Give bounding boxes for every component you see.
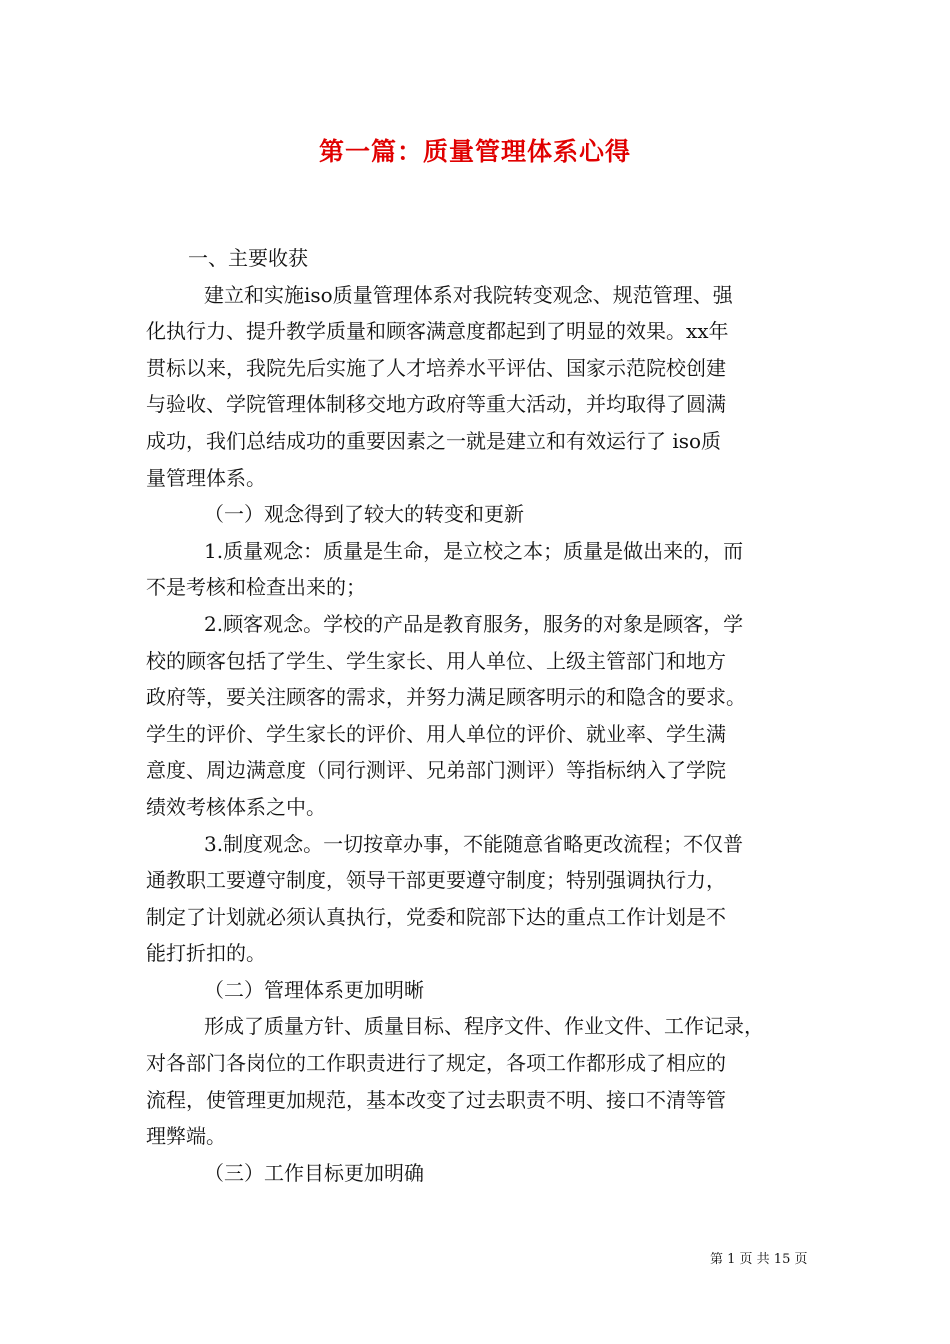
paragraph-line: 成功，我们总结成功的重要因素之一就是建立和有效运行了 iso质	[146, 428, 722, 453]
subheading-work-goals: （三）工作目标更加明确	[204, 1160, 424, 1185]
paragraph-line: 形成了质量方针、质量目标、程序文件、作业文件、工作记录，	[204, 1014, 764, 1039]
paragraph-line: 量管理体系。	[146, 465, 266, 490]
paragraph-line: 贯标以来，我院先后实施了人才培养水平评估、国家示范院校创建	[146, 355, 726, 380]
paragraph-line: 建立和实施iso质量管理体系对我院转变观念、规范管理、强	[204, 282, 733, 307]
paragraph-line: 意度、周边满意度（同行测评、兄弟部门测评）等指标纳入了学院	[146, 758, 726, 783]
paragraph-line: 化执行力、提升教学质量和顾客满意度都起到了明显的效果。xx年	[146, 319, 729, 344]
paragraph-line: 3.制度观念。一切按章办事，不能随意省略更改流程；不仅普	[204, 831, 744, 856]
paragraph-line: 2.顾客观念。学校的产品是教育服务，服务的对象是顾客，学	[204, 611, 744, 636]
paragraph-line: 流程，使管理更加规范，基本改变了过去职责不明、接口不清等管	[146, 1087, 726, 1112]
paragraph-line: 对各部门各岗位的工作职责进行了规定，各项工作都形成了相应的	[146, 1051, 726, 1076]
heading-main-gains: 一、主要收获	[188, 246, 308, 270]
subheading-management-system: （二）管理体系更加明晰	[204, 977, 424, 1002]
paragraph-line: 制定了计划就必须认真执行，党委和院部下达的重点工作计划是不	[146, 904, 726, 929]
paragraph-line: 1.质量观念：质量是生命，是立校之本；质量是做出来的，而	[204, 538, 744, 563]
paragraph-line: 政府等，要关注顾客的需求，并努力满足顾客明示的和隐含的要求。	[146, 685, 746, 710]
paragraph-line: 与验收、学院管理体制移交地方政府等重大活动，并均取得了圆满	[146, 392, 726, 417]
document-title: 第一篇：质量管理体系心得	[318, 137, 631, 166]
page-number-footer: 第 1 页 共 15 页	[710, 1252, 808, 1267]
paragraph-line: 不是考核和检查出来的；	[146, 575, 366, 600]
subheading-concepts: （一）观念得到了较大的转变和更新	[204, 502, 524, 527]
paragraph-line: 能打折扣的。	[146, 941, 266, 966]
document-body	[146, 240, 806, 1191]
paragraph-line: 学生的评价、学生家长的评价、用人单位的评价、就业率、学生满	[146, 721, 726, 746]
paragraph-line: 理弊端。	[146, 1124, 226, 1149]
paragraph-line: 绩效考核体系之中。	[146, 794, 326, 819]
paragraph-line: 通教职工要遵守制度，领导干部更要遵守制度；特别强调执行力，	[146, 868, 726, 893]
paragraph-line: 校的顾客包括了学生、学生家长、用人单位、上级主管部门和地方	[146, 648, 726, 673]
